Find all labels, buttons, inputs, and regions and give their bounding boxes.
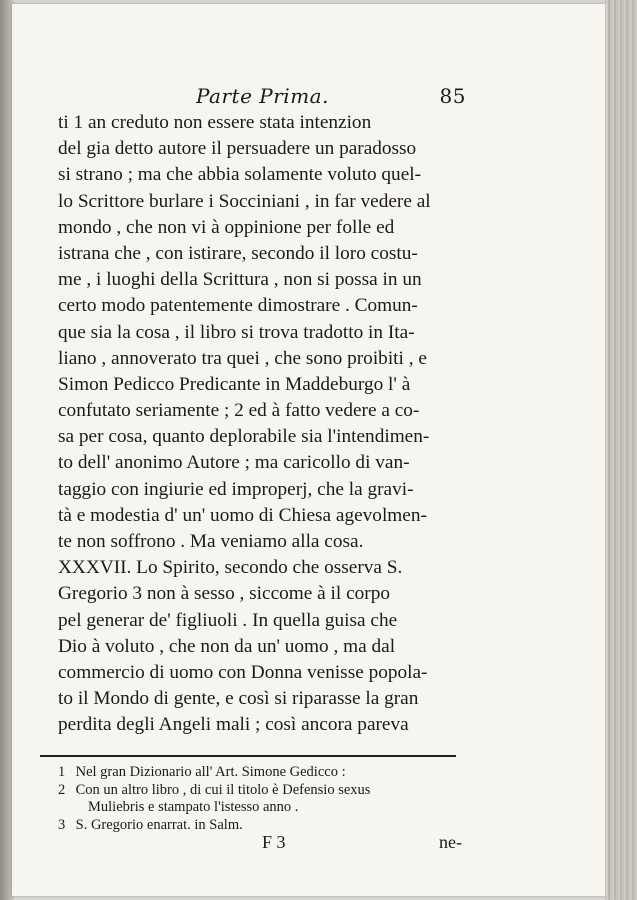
running-title: Parte Prima.: [196, 84, 329, 108]
text-line: mondo , che non vi à oppinione per folle ed: [58, 216, 395, 238]
text-line: confutato seriamente ; 2 ed à fatto vedere a co-: [58, 400, 420, 422]
text-line: me , i luoghi della Scrittura , non si possa in un: [58, 269, 422, 291]
text-line: que sia la cosa , il libro si trova tradotto in Ita-: [58, 321, 415, 343]
footnote-mark: 3: [58, 816, 66, 833]
text-line: commercio di uomo con Donna venisse popola-: [58, 661, 428, 683]
text-line: pel generar de' figliuoli . In quella guisa che: [58, 609, 398, 631]
text-line: certo modo patentemente dimostrare . Comun-: [58, 295, 418, 317]
footnote-text: S. Gregorio enarrat. in Salm.: [75, 816, 243, 833]
text-line: Gregorio 3 non à sesso , siccome à il corpo: [58, 583, 390, 605]
running-header: [196, 84, 466, 108]
text-line: istrana che , con istirare, secondo il loro costu-: [58, 242, 418, 264]
text-line: lo Scrittore burlare i Socciniani , in far vedere al: [58, 190, 431, 212]
signature-mark: F 3: [262, 832, 286, 852]
catchword: ne-: [439, 832, 462, 852]
text-line: perdita degli Angeli mali ; così ancora pareva: [58, 714, 409, 736]
text-line: Simon Pedicco Predicante in Maddeburgo l' à: [58, 373, 411, 395]
footnotes: [58, 764, 458, 834]
text-line: sa per cosa, quanto deplorabile sia l'intendimen-: [58, 426, 430, 448]
footnote-text: Nel gran Dizionario all' Art. Simone Gedicco :: [75, 764, 346, 780]
text-line: del gia detto autore il persuadere un paradosso: [58, 138, 417, 160]
footnote-text: Con un altro libro , di cui il titolo è Defensio sexus: [75, 781, 371, 798]
footnote-mark: 2: [58, 781, 66, 798]
footnote-line: [58, 782, 458, 800]
body-text: [58, 110, 455, 739]
text-line: taggio con ingiurie ed improperj, che la gravi-: [58, 478, 414, 500]
footnote-text: Muliebris e stampato l'istesso anno .: [88, 799, 299, 816]
footnote-line: [58, 764, 458, 782]
page-number: 85: [439, 84, 466, 108]
text-line: to il Mondo di gente, e così si riparasse la gran: [58, 688, 419, 710]
text-line: tà e modestia d' un' uomo di Chiesa agevolmen-: [58, 504, 427, 526]
text-line: te non soffrono . Ma veniamo alla cosa.: [58, 531, 364, 552]
text-line: Dio à voluto , che non da un' uomo , ma dal: [58, 635, 396, 657]
text-line: ti 1 an creduto non essere stata intenzion: [58, 112, 372, 133]
footnote-rule: [40, 755, 456, 757]
text-line: liano , annoverato tra quei , che sono proibiti , e: [58, 347, 427, 369]
page-edge-stack: [605, 0, 637, 900]
footnote-line: [58, 799, 458, 817]
signature-line: [262, 832, 462, 853]
text-line: to dell' anonimo Autore ; ma caricollo di van-: [58, 452, 410, 474]
text-line: si strano ; ma che abbia solamente voluto quel-: [58, 164, 422, 186]
text-line: XXXVII. Lo Spirito, secondo che osserva S.: [58, 557, 403, 579]
footnote-mark: 1: [58, 764, 66, 780]
